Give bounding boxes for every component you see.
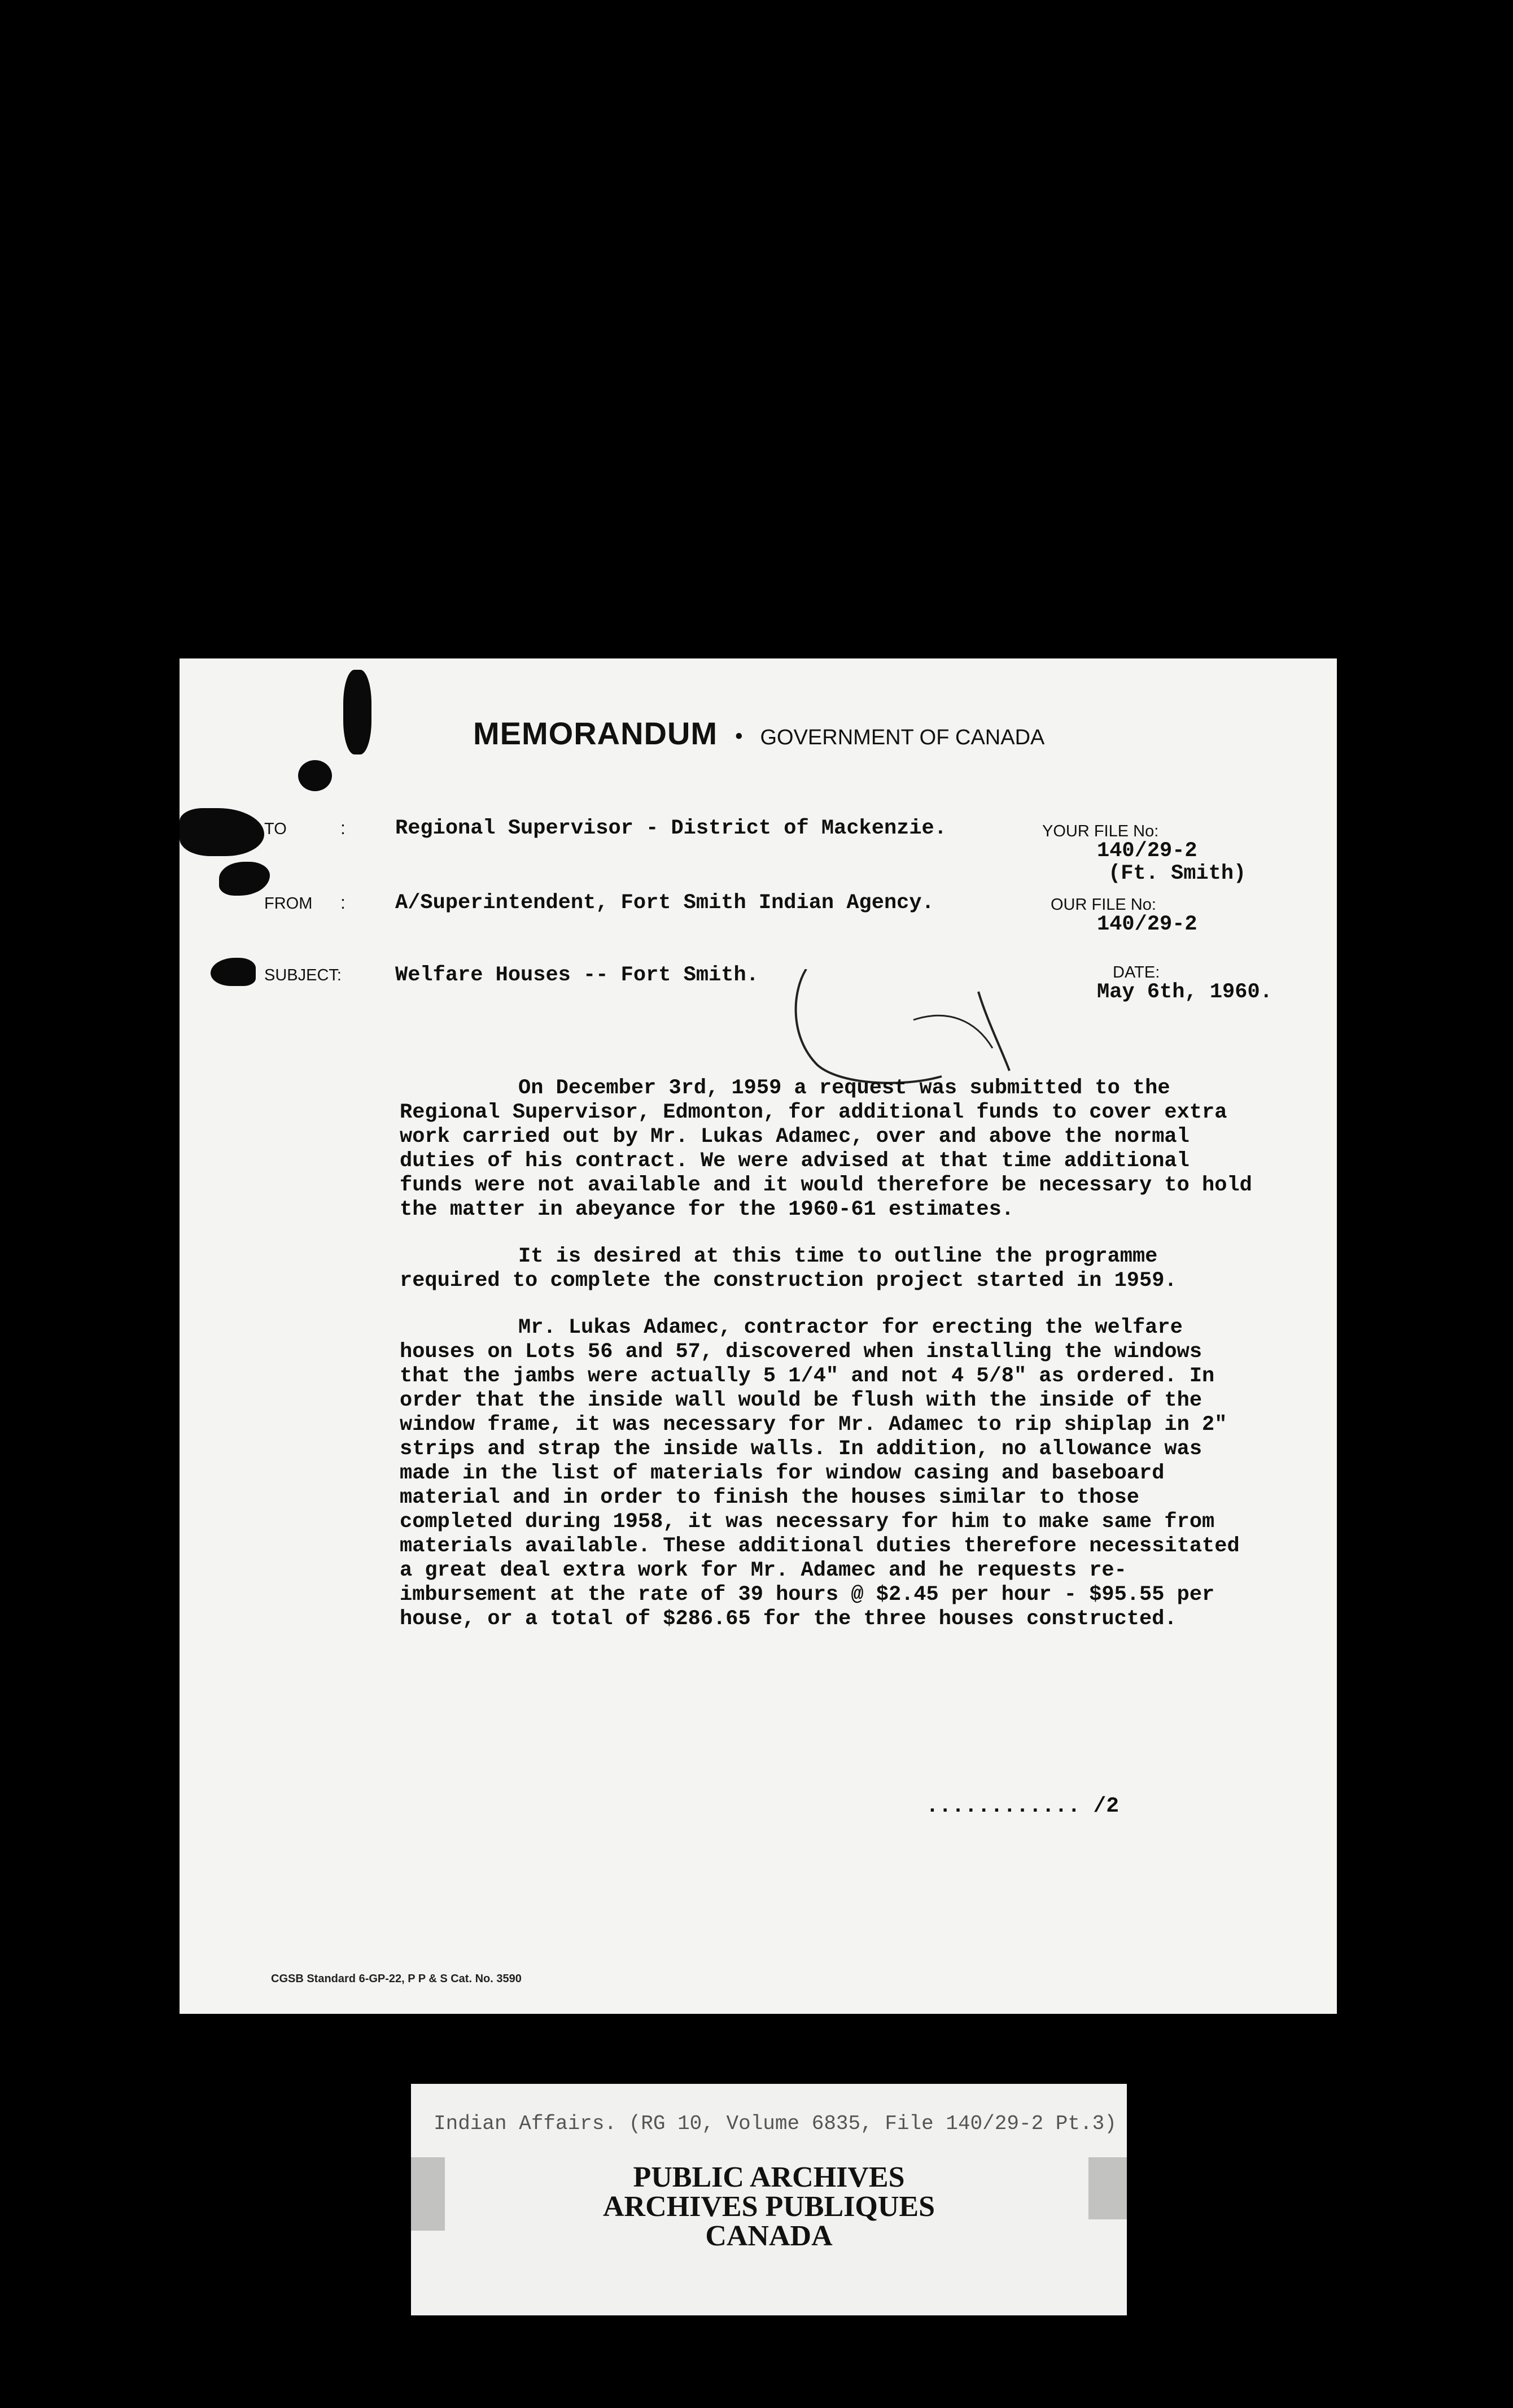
memo-organization: GOVERNMENT OF CANADA <box>760 726 1045 749</box>
your-file-value: 140/29-2 <box>1097 839 1197 863</box>
our-file-value: 140/29-2 <box>1097 913 1197 936</box>
ink-blot-left <box>180 808 264 856</box>
page-continuation-marker: ............ /2 <box>926 1794 1120 1818</box>
memo-page <box>180 658 1337 2014</box>
date-label: DATE: <box>1113 963 1160 981</box>
archive-reference: Indian Affairs. (RG 10, Volume 6835, File 140/29-2 Pt.3) <box>434 2112 1117 2135</box>
your-file-label: YOUR FILE No: <box>1042 822 1159 840</box>
from-label: FROM <box>264 895 313 913</box>
body-paragraph-1: On December 3rd, 1959 a request was submitted to the Regional Supervisor, Edmonton, for additional funds to cover extra work carried out by Mr. Lukas Adamec, over and above the normal duties of his contract. We were advised at that time additional funds were not available and it would therefore be necessary to hold the matter in abeyance for the 1960-61 estimates. <box>400 1076 1252 1222</box>
your-file-note: (Ft. Smith) <box>1108 862 1247 885</box>
archive-stamp-line-1: PUBLIC ARCHIVES <box>633 2161 905 2193</box>
archive-stamp <box>411 2163 1127 2251</box>
to-colon: : <box>340 818 346 838</box>
archive-stamp-line-2: ARCHIVES PUBLIQUES <box>602 2191 935 2223</box>
body-paragraph-2: It is desired at this time to outline the programme required to complete the construction project started in 1959. <box>400 1245 1177 1293</box>
to-value: Regional Supervisor - District of Mackenzie. <box>395 817 947 840</box>
archive-stamp-line-3: CANADA <box>705 2220 833 2252</box>
archive-label-card <box>411 2084 1127 2315</box>
our-file-label: OUR FILE No: <box>1051 896 1156 914</box>
form-number: CGSB Standard 6-GP-22, P P & S Cat. No. 3590 <box>271 1973 522 1985</box>
body-paragraph-3: Mr. Lukas Adamec, contractor for erecting the welfare houses on Lots 56 and 57, discovered when installing the windows that the jambs were actually 5 1/4" and not 4 5/8" as ordered. In order that the inside wall would be flush with the inside of the window frame, it was necessary for Mr. Adamec to rip shiplap in 2" strips and strap the inside walls. In addition, no allowance was made in the list of materials for window casing and baseboard material and in order to finish the houses similar to those completed during 1958, it was necessary for him to make same from materials available. These additional duties therefore necessitated a great deal extra work for Mr. Adamec and he requests re-imbursement at the rate of 39 hours @ $2.45 per hour - $95.55 per house, or a total of $286.65 for the three houses constructed. <box>400 1316 1240 1631</box>
memo-separator: • <box>734 722 744 750</box>
from-value: A/Superintendent, Fort Smith Indian Agency. <box>395 891 934 915</box>
ink-blot-left-mid <box>219 862 270 896</box>
date-value: May 6th, 1960. <box>1097 980 1273 1004</box>
ink-blot-top <box>343 670 371 754</box>
subject-value: Welfare Houses -- Fort Smith. <box>395 963 759 987</box>
memo-title: MEMORANDUM <box>473 716 718 751</box>
from-colon: : <box>340 892 346 913</box>
memo-heading <box>473 715 1044 752</box>
to-label: TO <box>264 820 287 838</box>
subject-label: SUBJECT: <box>264 966 342 984</box>
ink-blot-top-small <box>298 760 332 791</box>
memo-body <box>400 1076 1263 1654</box>
ink-blot-left-low <box>211 958 256 986</box>
